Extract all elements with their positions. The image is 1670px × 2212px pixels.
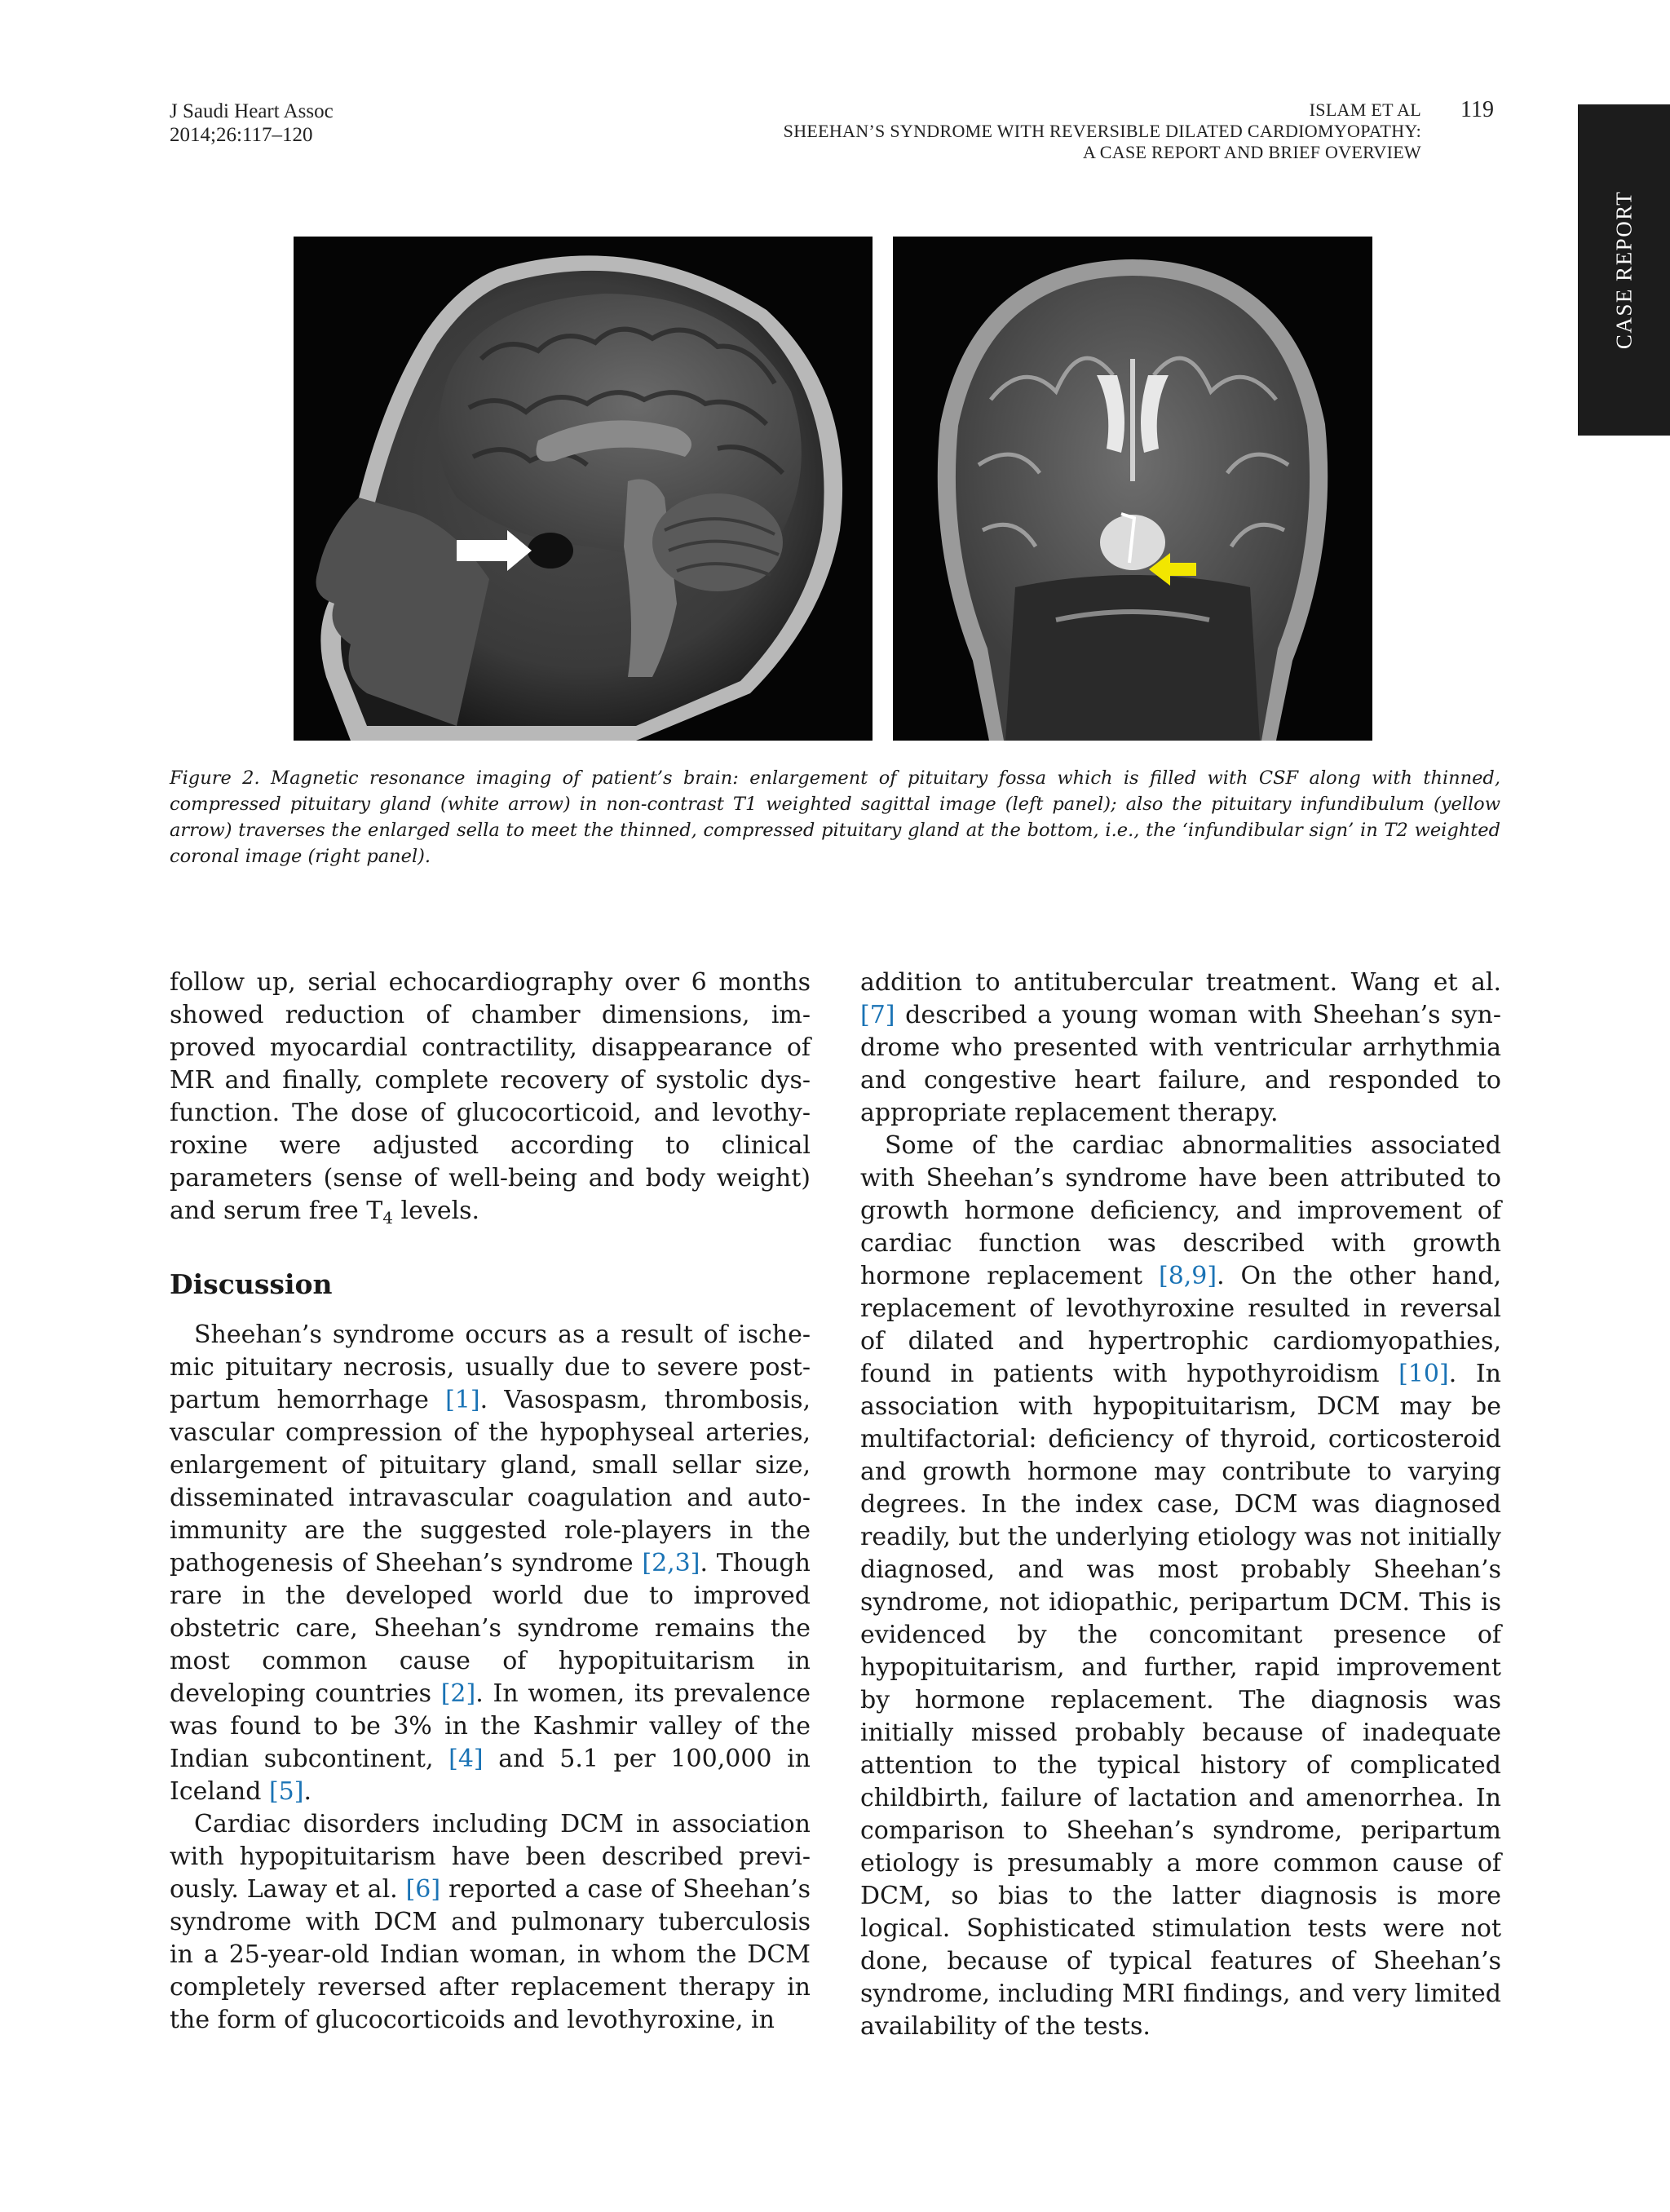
section-tab-label: CASE REPORT	[1611, 190, 1636, 350]
subscript: 4	[382, 1208, 393, 1228]
paragraph-sheehan-overview	[170, 1319, 811, 1808]
left-column	[170, 967, 811, 2037]
section-heading-discussion: Discussion	[170, 1268, 333, 1300]
mri-coronal-drawing	[893, 237, 1372, 741]
running-header-left	[170, 100, 334, 147]
text-segment: Some of the cardiac abnormalities associated with Sheehan’s syndrome have been attributed to growth hormone deficiency, and improvement of cardiac function was described with growth hormone replacement	[860, 1131, 1501, 1290]
text-segment: . In women, its prevalence was found to be 3% in the Kashmir valley of the Indian subcontinent,	[170, 1679, 811, 1773]
text-segment: . On the other hand, replacement of levothyroxine resulted in reversal of dilated and hypertrophic cardiomyopathies, found in patients with hypothyroidism	[860, 1262, 1502, 1388]
text-segment: . Vasospasm, thrombosis, vascular compression of the hypophyseal arteries, enlargement of pituitary gland, small sellar size, disseminated intravascular coagulation and autoimmunity are the suggested role-players in the pathogenesis of Sheehan’s syndrome	[170, 1386, 811, 1577]
paragraph-cardiac-abnormalities	[860, 1130, 1501, 2043]
citation-link[interactable]: [7]	[860, 1001, 895, 1029]
citation-link[interactable]: [2,3]	[642, 1549, 700, 1577]
citation-link[interactable]: [8,9]	[1158, 1262, 1217, 1290]
mri-coronal-image	[893, 237, 1372, 741]
text-segment: Sheehan’s syndrome occurs as a result of ischemic pituitary necrosis, usually due to severe postpartum hemorrhage	[170, 1321, 811, 1414]
text-segment: . In association with hypopituitarism, DCM may be multifactorial: deficiency of thyroid, corticosteroid and growth hormone may contribute to varying degrees. In the index case, DCM was diagnosed readily, but the underlying etiology was not initially diagnosed, and was most probably Sheehan’s syndrome, not idiopathic, peripartum DCM. This is evidenced by the concomitant presence of hypopituitarism, and further, rapid improvement by hormone replacement. The diagnosis was initially missed probably because of inadequate attention to the typical history of complicated childbirth, failure of lactation and amenorrhea. In comparison to Sheehan’s syndrome, peripartum etiology is presumably a more common cause of DCM, so bias to the latter diagnosis is more logical. Sophisticated stimulation tests were not done, because of typical features of Sheehan’s syndrome, including MRI findings, and very limited availability of the tests.	[860, 1360, 1501, 2041]
section-tab	[1578, 104, 1670, 436]
figure-caption: Figure 2. Magnetic resonance imaging of patient’s brain: enlargement of pituitary fossa which is filled with CSF along with thinned, compressed pituitary gland (white arrow) in non-contrast T1 weighted sagittal image (left panel); also the pituitary infundibulum (yellow arrow) traverses the enlarged sella to meet the thinned, compressed pituitary gland at the bottom, i.e., the ‘infundibular sign’ in T2 weighted coronal image (right panel).	[170, 768, 1500, 867]
citation-link[interactable]: [6]	[405, 1875, 441, 1904]
right-column	[860, 967, 1501, 2043]
journal-volume: 2014;26:117–120	[170, 124, 313, 146]
text-segment: follow up, serial echocardiography over 6 months showed reduction of chamber dimensions, improved myocardial contractility, disappearance of MR and finally, complete recovery of systolic dysfunction. The dose of glucocorticoid, and levothyroxine were adjusted according to clinical parameters (sense of well-being and body weight) and serum free T	[170, 968, 811, 1225]
page-number: 119	[1460, 97, 1494, 122]
text-segment: reported a case of Sheehan’s syndrome with DCM and pulmonary tuberculosis in a 25-year-old Indian woman, in whom the DCM completely reversed after replacement therapy in the form of glucocorticoids and levothyroxine, in	[170, 1875, 811, 2034]
citation-link[interactable]: [10]	[1398, 1360, 1449, 1388]
paragraph-followup	[170, 967, 811, 1228]
text-segment: and 5.1 per 100,000 in Iceland	[170, 1745, 811, 1806]
text-segment: described a young woman with Sheehan’s syndrome who presented with ventricular arrhythmia and congestive heart failure, and responded to appropriate replacement therapy.	[860, 1001, 1501, 1127]
header-authors: ISLAM ET AL	[1309, 100, 1421, 120]
text-segment: . Though rare in the developed world due to improved obstetric care, Sheehan’s syndrome remains the most common cause of hypopituitarism in developing countries	[170, 1549, 811, 1708]
mri-sagittal-image	[294, 237, 873, 741]
paragraph-cardiac-disorders	[170, 1808, 811, 2037]
citation-link[interactable]: [5]	[268, 1777, 304, 1806]
journal-name: J Saudi Heart Assoc	[170, 100, 334, 122]
citation-link[interactable]: [2]	[440, 1679, 476, 1708]
text-segment: Cardiac disorders including DCM in association with hypopituitarism have been described previously. Laway et al.	[170, 1810, 811, 1904]
mri-sagittal-drawing	[294, 237, 873, 741]
text-segment: .	[303, 1777, 311, 1806]
header-title-line2: A CASE REPORT AND BRIEF OVERVIEW	[1083, 142, 1421, 162]
text-segment: addition to antitubercular treatment. Wang et al.	[860, 968, 1501, 997]
citation-link[interactable]: [4]	[448, 1745, 484, 1773]
citation-link[interactable]: [1]	[445, 1386, 480, 1414]
paragraph-wang	[860, 967, 1501, 1130]
header-title-line1: SHEEHAN’S SYNDROME WITH REVERSIBLE DILATED CARDIOMYOPATHY:	[783, 121, 1421, 141]
text-segment: levels.	[392, 1197, 480, 1225]
running-header-right	[784, 100, 1421, 163]
